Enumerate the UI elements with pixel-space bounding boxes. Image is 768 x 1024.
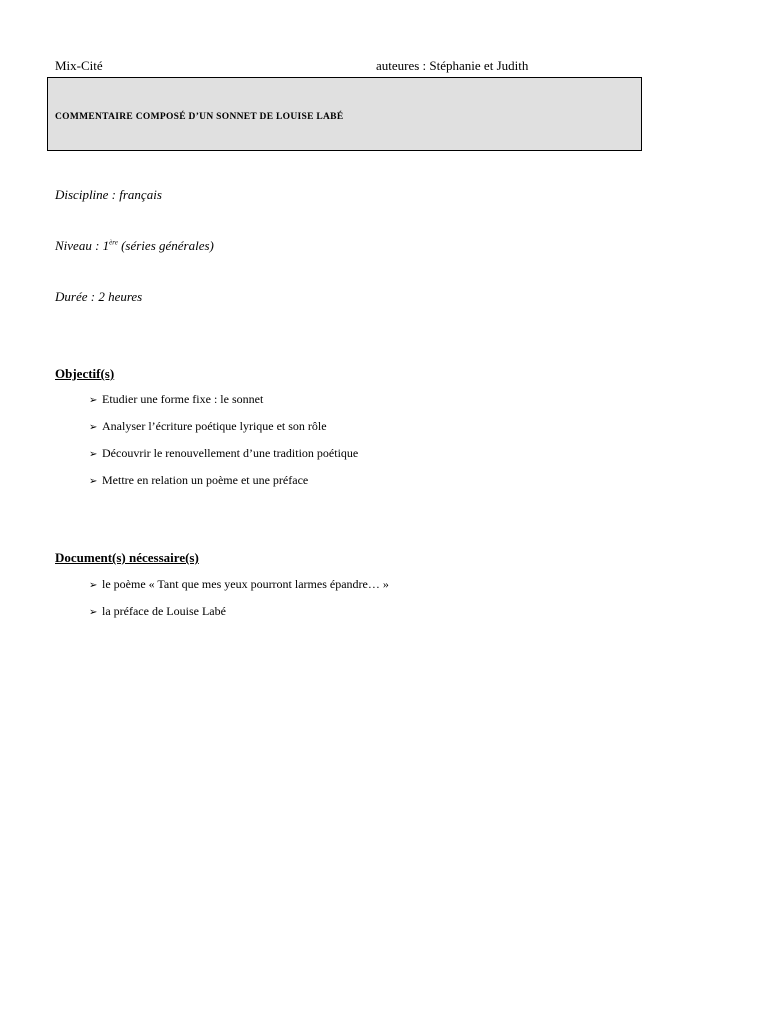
- list-item: [89, 419, 358, 446]
- documents-list: [89, 577, 389, 631]
- list-item: [89, 446, 358, 473]
- list-item: [89, 392, 358, 419]
- arrow-bullet-icon: ➢: [89, 449, 98, 460]
- list-item-text: Découvrir le renouvellement d’une tradition poétique: [102, 446, 359, 460]
- header-org: Mix-Cité: [55, 58, 103, 73]
- document-title: COMMENTAIRE COMPOSÉ D’UN SONNET DE LOUISE LABÉ: [55, 112, 344, 122]
- objectifs-list: [89, 392, 358, 500]
- objectifs-heading: Objectif(s): [55, 366, 115, 381]
- list-item: [89, 604, 389, 631]
- list-item: [89, 473, 358, 500]
- niveau-sup: ère: [109, 238, 118, 247]
- list-item-text: Analyser l’écriture poétique lyrique et son rôle: [102, 419, 327, 433]
- arrow-bullet-icon: ➢: [89, 395, 98, 406]
- arrow-bullet-icon: ➢: [89, 422, 98, 433]
- arrow-bullet-icon: ➢: [89, 476, 98, 487]
- list-item-text: Etudier une forme fixe : le sonnet: [102, 392, 264, 406]
- niveau-line: [55, 238, 214, 254]
- niveau-suffix: (séries générales): [117, 238, 214, 253]
- niveau-prefix: Niveau : 1: [55, 238, 110, 253]
- header-authors: auteures : Stéphanie et Judith: [376, 58, 529, 73]
- list-item-text: le poème « Tant que mes yeux pourront larmes épandre… »: [102, 577, 389, 591]
- discipline-line: Discipline : français: [55, 187, 162, 202]
- list-item-text: Mettre en relation un poème et une préface: [102, 473, 309, 487]
- documents-heading: Document(s) nécessaire(s): [55, 550, 199, 565]
- duree-line: Durée : 2 heures: [55, 289, 143, 304]
- list-item-text: la préface de Louise Labé: [102, 604, 226, 618]
- arrow-bullet-icon: ➢: [89, 607, 98, 618]
- arrow-bullet-icon: ➢: [89, 580, 98, 591]
- list-item: [89, 577, 389, 604]
- title-box: [47, 77, 642, 151]
